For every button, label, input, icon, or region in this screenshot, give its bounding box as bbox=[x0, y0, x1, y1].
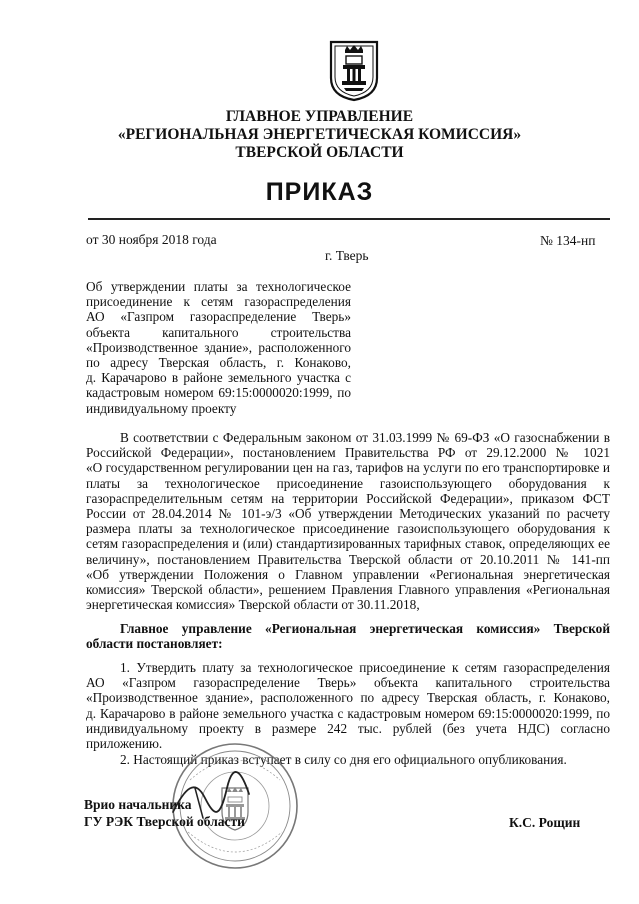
item1-line: приложению. bbox=[86, 735, 163, 751]
preamble-line: платы за технологическое присоединение газоиспользующего оборудования к bbox=[86, 475, 610, 491]
subject-line: кадастровым номером 69:15:0000020:1999, по bbox=[86, 385, 351, 401]
item1-line: 1. Утвердить плату за технологическое присоединение к сетям газораспределения bbox=[120, 660, 610, 675]
handwritten-signature bbox=[165, 768, 255, 828]
org-name-line1: ГЛАВНОЕ УПРАВЛЕНИЕ bbox=[225, 108, 414, 125]
org-name-line3: ТВЕРСКОЙ ОБЛАСТИ bbox=[235, 144, 404, 161]
subject-line: «Производственное здание», расположенного bbox=[86, 339, 351, 355]
org-name-line2: «РЕГИОНАЛЬНАЯ ЭНЕРГЕТИЧЕСКАЯ КОМИССИЯ» bbox=[117, 126, 522, 143]
item1-line: индивидуальному проекту в размере 242 тыс. рублей (без учета НДС) согласно bbox=[86, 720, 610, 736]
preamble-paragraph bbox=[86, 430, 610, 612]
preamble-line: комиссия» Тверской области», решением Правления Главного управления «Региональная bbox=[86, 581, 610, 597]
subject-line: по адресу Тверская область, г. Конаково, bbox=[86, 354, 351, 370]
item1-line: д. Карачарово в районе земельного участка с кадастровым номером 69:15:0000020:1999, по bbox=[86, 705, 610, 721]
preamble-line: величину», постановлением Правительства Тверской области от 20.10.2011 № 141-пп bbox=[86, 551, 610, 567]
order-date: от 30 ноября 2018 года bbox=[86, 232, 217, 247]
preamble-line: газораспределительным сетям на территории Российской Федерации», приказом ФСТ bbox=[86, 490, 610, 506]
resolution-paragraph bbox=[86, 621, 610, 651]
item2-line: 2. Настоящий приказ вступает в силу со дня его официального опубликования. bbox=[120, 752, 567, 767]
subject-line: д. Карачарово в районе земельного участка с bbox=[86, 370, 351, 386]
item1-line: «Производственное здание», расположенного по адресу Тверская область, г. Конаково, bbox=[86, 690, 610, 706]
order-subject bbox=[86, 279, 351, 416]
subject-line: объекта капитального строительства bbox=[86, 324, 351, 340]
resolution-line: области постановляет: bbox=[86, 636, 223, 652]
preamble-line: России от 28.04.2014 № 101-э/3 «Об утверждении Методических указаний по расчету bbox=[86, 505, 610, 521]
preamble-line: Российской Федерации», постановлением Правительства РФ от 29.12.2000 № 1021 bbox=[86, 445, 610, 461]
preamble-line: В соответствии с Федеральным законом от 31.03.1999 № 69-ФЗ «О газоснабжении в bbox=[120, 430, 610, 445]
order-city: г. Тверь bbox=[325, 248, 369, 263]
order-item-2 bbox=[86, 752, 610, 767]
subject-line: Об утверждении платы за технологическое bbox=[86, 279, 351, 294]
subject-line: АО «Газпром газораспределение Тверь» bbox=[86, 309, 351, 325]
preamble-line: энергетическая комиссия» Тверской области от 30.11.2018, bbox=[86, 597, 420, 613]
header-divider bbox=[88, 218, 610, 220]
signatory-name: К.С. Рощин bbox=[509, 815, 581, 830]
order-item-1 bbox=[86, 660, 610, 751]
preamble-line: сетям газораспределения и (или) стандартизированных тарифных ставок, определяющих ее bbox=[86, 536, 610, 552]
preamble-line: размера платы за технологическое присоединение газоиспользующего оборудования к bbox=[86, 521, 610, 537]
preamble-line: «О государственном регулировании цен на газ, тарифов на услуги по его транспортировке и bbox=[86, 460, 610, 476]
signatory-title-line1: Врио начальника bbox=[84, 797, 192, 812]
coat-of-arms-emblem bbox=[328, 38, 380, 102]
preamble-line: «Об утверждении Положения о Главном управлении «Региональная энергетическая bbox=[86, 566, 610, 582]
item1-line: АО «Газпром газораспределение Тверь» объекта капитального строительства bbox=[86, 675, 610, 691]
resolution-line: Главное управление «Региональная энергетическая комиссия» Тверской bbox=[120, 621, 610, 636]
subject-line: индивидуальному проекту bbox=[86, 400, 237, 416]
document-type-title: ПРИКАЗ bbox=[265, 178, 374, 206]
order-number: № 134-нп bbox=[540, 233, 596, 248]
signatory-title-line2: ГУ РЭК Тверской области bbox=[84, 814, 245, 829]
subject-line: присоединение к сетям газораспределения bbox=[86, 294, 351, 310]
